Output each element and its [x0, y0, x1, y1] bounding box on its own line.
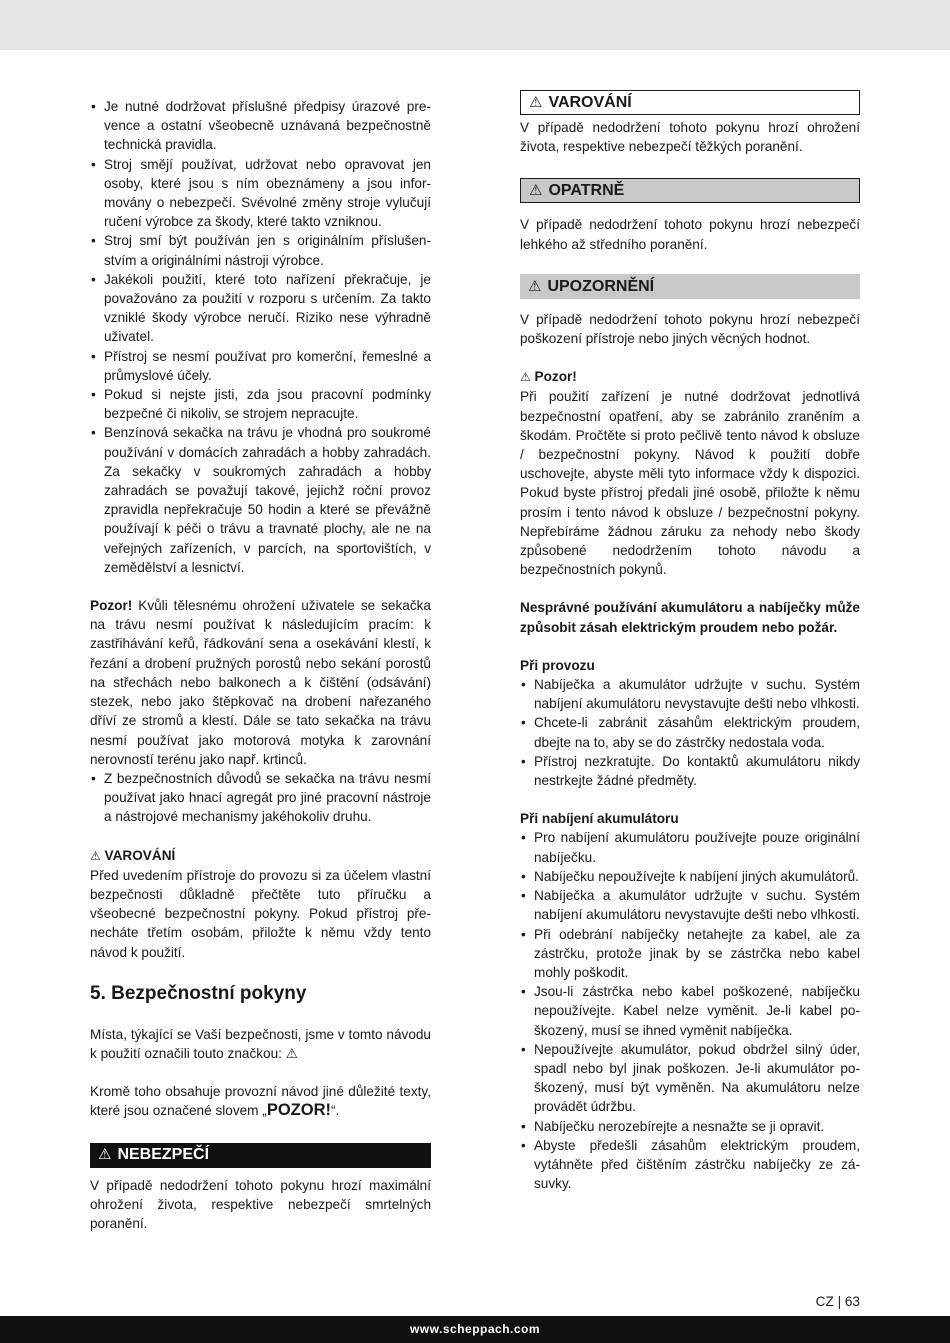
upozorneni-text: V případě nedodržení tohoto pokynu hrozí nebezpečí poškození přístroje nebo jiných věcných hodnot.: [520, 311, 860, 347]
pozor-heading: ⚠ Pozor!: [520, 369, 577, 385]
danger-box: ⚠ NEBEZPEČÍ: [90, 1143, 431, 1168]
list-item: • Stroj smí být používán jen s originálním příslušenstvím a originálními nástroji výrobce.: [90, 231, 431, 269]
page-number: CZ | 63: [815, 1294, 860, 1309]
right-column: [520, 90, 860, 1193]
pozor-text: Kvůli tělesnému ohrožení uživatele se sekačka na trávu nesmí používat k následujícím pracím: k zastřihávání keřů, řádkování sena a osekávání klestí, k řezání a drobení pružných porostů nebo sekání porostů na střechách nebo balkonech a k čištění (odsávání) stezek, nebo jako štěpkovač na drobení nařezaného dříví ze stromů a klestí. Dále se tato sekačka na trávu nesmí používat jako motorová motyka k zarovnání nerovností terénu jako např. krtinců.: [90, 598, 431, 767]
list-item: • Jakékoli použití, které toto nařízení překračuje, je považováno za použití v rozporu s určením. Za takto vzniklé škody výrobce neručí. Riziko nese výhradně uživatel.: [90, 270, 431, 347]
pozor-label: Pozor!: [90, 598, 133, 614]
pozor-text: Při použití zařízení je nutné dodržovat jednotlivá bezpečnostní opatření, aby se zabránilo zraněním a škodám. Pročtěte si proto pečlivě tento návod k obsluze / bezpečnostní pokyny. Návod k použití dobře uschovejte, abyste měli tyto informace vždy k dispozici. Pokud byste přístroj předali jiné osobě, přiložte k němu prosím i tento návod k obsluze / bezpečnostní pokyny. Nepřebíráme žádnou záruku za nehody nebo škody způsobené nedodržením tohoto návodu a bezpečnostních pokynů.: [520, 389, 860, 578]
safety-bullet-list: [90, 97, 431, 577]
pozor-keyword: POZOR!: [266, 1101, 331, 1120]
warning-triangle-icon: ⚠: [90, 848, 101, 863]
list-item: • Pro nabíjení akumulátoru používejte pouze originální nabíječku.: [520, 828, 860, 866]
left-column: [90, 97, 431, 1233]
battery-warning: Nesprávné používání akumulátoru a nabíječky může způsobit zásah elektrickým proudem nebo požár.: [520, 600, 860, 635]
list-item: • Chcete-li zabránit zásahům elektrickým proudem, dbejte na to, aby se do zástrčky nedostala voda.: [520, 713, 860, 751]
intro-paragraph-2: Kromě toho obsahuje provozní návod jiné důležité texty, které jsou označené slovem „POZOR!“.: [90, 1084, 431, 1120]
list-item: • Nabíječku nerozebírejte a nesnažte se ji opravit.: [520, 1117, 860, 1136]
list-item: • Benzínová sekačka na trávu je vhodná pro soukromé používání v domácích zahradách a hobby zahradách. Za sekačky v soukromých zahradách a hobby zahradách se považují takové, jejichž roční provoz zpravidla nepřekračuje 50 hodin a které se převážně používají k péči o trávu a travnaté plochy, ale ne na veřejných zařízeních, v parcích, na sportovištích, v zemědělství a lesnictví.: [90, 423, 431, 577]
pozor-bullet-list: [90, 769, 431, 827]
varovani-box: ⚠ VAROVÁNÍ: [520, 90, 860, 115]
list-item: • Při odebrání nabíječky netahejte za kabel, ale za zástrčku, protože jinak by se zástrčka nebo kabel mohly poškodit.: [520, 925, 860, 983]
list-item: • Nepoužívejte akumulátor, pokud obdržel silný úder, spadl nebo byl jinak poškozen. Je-li akumulátor poškozený, musí být vyměněn. Na akumulátoru nelze provádět údržbu.: [520, 1040, 860, 1117]
warning-heading: ⚠ VAROVÁNÍ: [90, 847, 176, 863]
list-item: • Přístroj se nesmí používat pro komerční, řemeslné a průmyslové účely.: [90, 347, 431, 385]
list-item: • Abyste předešli zásahům elektrickým proudem, vytáhněte před čištěním zástrčku nabíječky ze zásuvky.: [520, 1136, 860, 1194]
upozorneni-box: ⚠ UPOZORNĚNÍ: [520, 274, 860, 299]
list-item: • Přístroj nezkratujte. Do kontaktů akumulátoru nikdy nestrkejte žádné předměty.: [520, 752, 860, 790]
list-item: • Z bezpečnostních důvodů se sekačka na trávu nesmí používat jako hnací agregát pro jiné pracovní nástroje a nástrojové mechanismy jakéhokoliv druhu.: [90, 769, 431, 827]
intro-paragraph-1: Místa, týkající se Vaší bezpečnosti, jsme v tomto návodu k použití označili touto značkou: ⚠: [90, 1026, 431, 1061]
footer-url: www.scheppach.com: [0, 1316, 950, 1343]
list-item: • Nabíječku nepoužívejte k nabíjení jiných akumulátorů.: [520, 867, 860, 886]
section-title: 5. Bezpečnostní pokyny: [90, 982, 307, 1004]
opatrne-box: ⚠ OPATRNĚ: [520, 178, 860, 203]
list-item: • Nabíječka a akumulátor udržujte v suchu. Systém nabíjení akumulátoru nevystavujte dešti nebo vlhkosti.: [520, 675, 860, 713]
warning-triangle-icon: ⚠: [529, 182, 543, 200]
list-item: • Nabíječka a akumulátor udržujte v suchu. Systém nabíjení akumulátoru nevystavujte dešti nebo vlhkosti.: [520, 886, 860, 924]
danger-text: V případě nedodržení tohoto pokynu hrozí maximální ohrožení života, respektive nebezpečí smrtelných poranění.: [90, 1177, 431, 1231]
varovani-text: V případě nedodržení tohoto pokynu hrozí ohrožení života, respektive nebezpečí těžkých poranění.: [520, 120, 860, 155]
opatrne-text: V případě nedodržení tohoto pokynu hrozí nebezpečí lehkého až středního poranění.: [520, 217, 860, 252]
top-band: [0, 0, 950, 50]
list-item: • Je nutné dodržovat příslušné předpisy úrazové prevence a ostatní všeobecně uznávaná bezpečnostně technická pravidla.: [90, 97, 431, 155]
warning-triangle-icon: ⚠: [528, 277, 542, 295]
pozor-paragraph: [90, 596, 431, 769]
list-item: • Pokud si nejste jisti, zda jsou pracovní podmínky bezpečné či nikoliv, se strojem nepracujte.: [90, 385, 431, 423]
list-item: • Jsou-li zástrčka nebo kabel poškozené, nabíječku nepoužívejte. Kabel nelze vyměnit. Je-li kabel poškozený, musí se ihned vyměnit nabíječka.: [520, 982, 860, 1040]
warning-triangle-icon: ⚠: [529, 93, 543, 111]
warning-triangle-icon: ⚠: [98, 1146, 112, 1164]
warning-text: Před uvedením přístroje do provozu si za účelem vlastní bezpečnosti důkladně přečtěte tuto příručku a všeobecné bezpečnostní pokyny. Pokud přístroj přenecháte třetím osobám, přiložte k němu vždy tento návod k použití.: [90, 867, 431, 960]
operation-bullet-list: [520, 675, 860, 790]
charging-bullet-list: [520, 828, 860, 1193]
operation-title: Při provozu: [520, 657, 595, 673]
warning-triangle-icon: ⚠: [520, 370, 531, 385]
charging-title: Při nabíjení akumulátoru: [520, 811, 679, 827]
list-item: • Stroj smějí používat, udržovat nebo opravovat jen osoby, které jsou s ním obeznámeny a jsou informovány o nebezpečí. Svévolné změny stroje vylučují ručení výrobce za škody, které takto vzniknou.: [90, 155, 431, 232]
